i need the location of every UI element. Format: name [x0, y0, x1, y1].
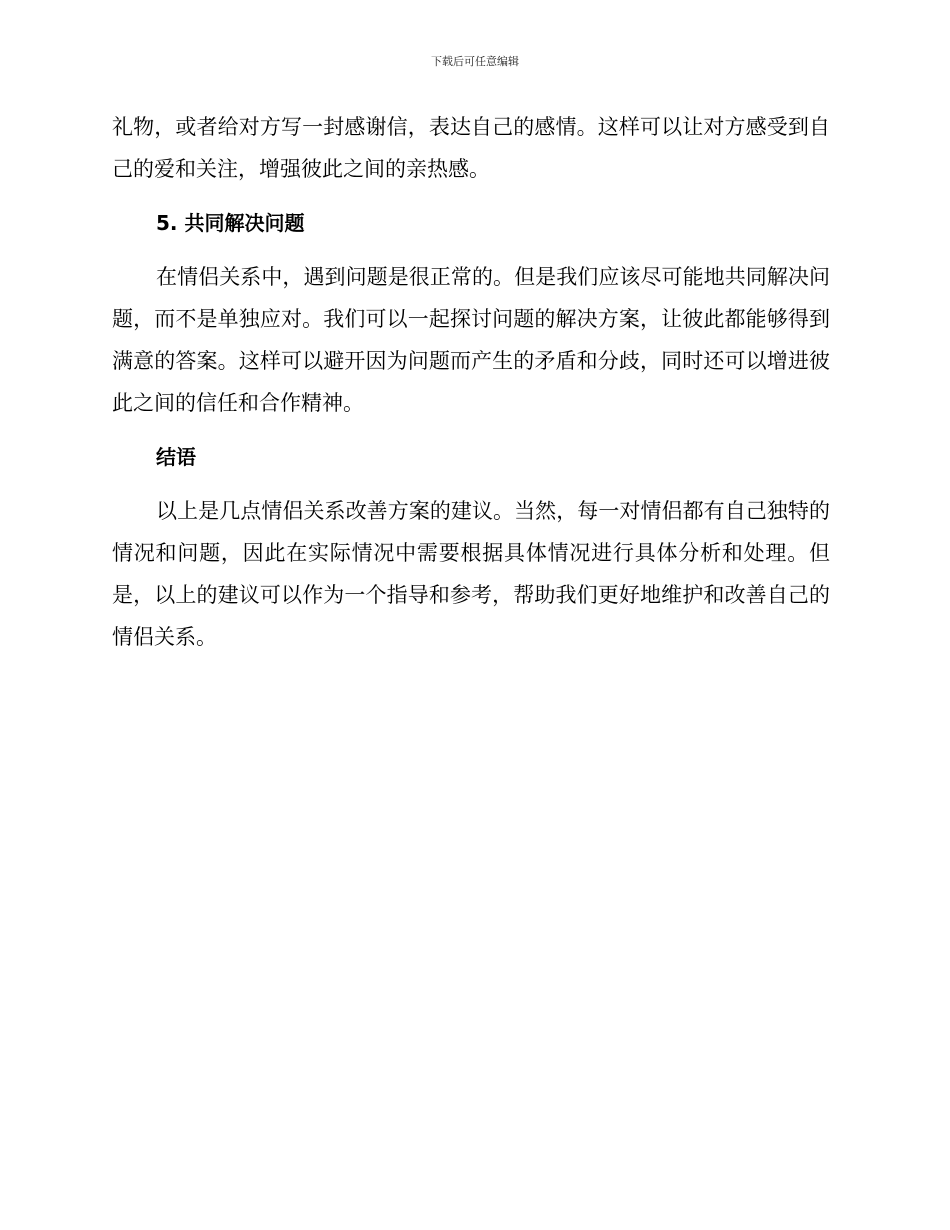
page-header: 下载后可任意编辑: [431, 55, 519, 68]
paragraph-gift: 礼物，或者给对方写一封感谢信，表达自己的感情。这样可以让对方感受到自己的爱和关注，增强彼此之间的亲热感。: [112, 115, 830, 181]
document-body: [112, 106, 830, 658]
section-heading-solve-problems: 5. 共同解决问题: [156, 211, 305, 235]
section-heading-conclusion: 结语: [156, 445, 196, 469]
paragraph-solve-problems: 在情侣关系中，遇到问题是很正常的。但是我们应该尽可能地共同解决问题，而不是单独应对。我们可以一起探讨问题的解决方案，让彼此都能够得到满意的答案。这样可以避开因为问题而产生的矛盾和分歧，同时还可以增进彼此之间的信任和合作精神。: [112, 265, 830, 415]
paragraph-conclusion: 以上是几点情侣关系改善方案的建议。当然，每一对情侣都有自己独特的情况和问题，因此在实际情况中需要根据具体情况进行具体分析和处理。但是，以上的建议可以作为一个指导和参考，帮助我们更好地维护和改善自己的情侣关系。: [112, 499, 830, 649]
spacer: [112, 424, 830, 436]
spacer: [112, 244, 830, 256]
spacer: [112, 478, 830, 490]
spacer: [112, 190, 830, 202]
